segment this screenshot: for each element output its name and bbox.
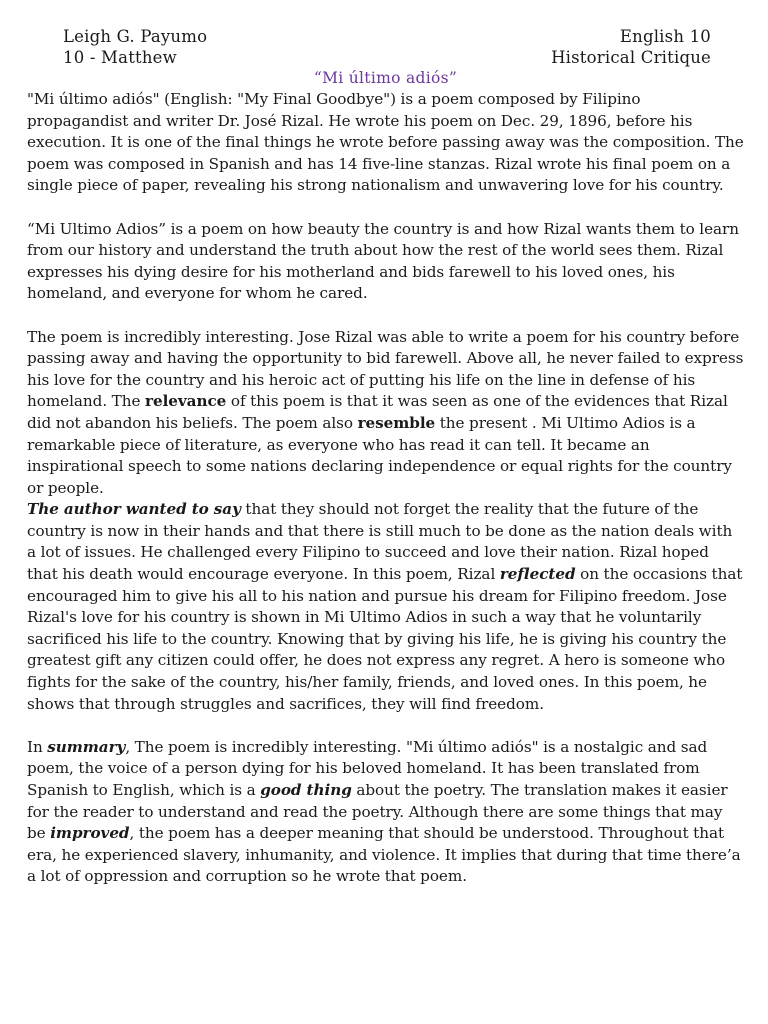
bold-relevance: relevance <box>145 392 227 411</box>
bold-italic-reflected: reflected <box>499 565 576 584</box>
text-run: on the occasions that encouraged him to give his all to his nation and pursue his dream for Filipino freedom. Jose Rizal's love for his country is shown in Mi Ultimo Adios in such a way that he voluntarily sacrificed his life to the country. Knowing that by giving his life, he is giving his country the greatest gift any citizen could offer, he does not express any regret. A hero is someone who fights for the sake of the country, his/her family, friends, and loved ones. In this poem, he shows that through struggles and sacrifices, they will find freedom. <box>27 565 743 713</box>
paragraph-spacer <box>27 715 744 737</box>
paragraph-spacer <box>27 305 744 327</box>
paragraph-relevance <box>27 327 744 500</box>
text-run: about the poetry. The translation makes it easier for the reader to understand and read the poetry. Although there are some things that may be <box>27 781 728 843</box>
bold-italic-summary: summary <box>47 737 126 756</box>
assignment-type: Historical Critique <box>551 48 711 67</box>
bold-resemble: resemble <box>357 413 436 432</box>
document-title: “Mi último adiós” <box>313 69 458 87</box>
text-run: , the poem has a deeper meaning that should be understood. Throughout that era, he experienced slavery, inhumanity, and violence. It implies that during that time there’a a lot of oppression and corruption so he wrote that poem. <box>27 824 741 886</box>
header-left <box>63 26 207 68</box>
text-run: that they should not forget the reality that the future of the country is now in their hands and that there is still much to be done as the nation deals with a lot of issues. He challenged every Filipino to succeed and love their nation. Rizal hoped that his death would encourage everyone. In this poem, Rizal <box>27 500 733 584</box>
bold-italic-good-thing: good thing <box>260 781 352 799</box>
document-header <box>27 26 744 68</box>
student-name: Leigh G. Payumo <box>63 27 208 46</box>
subject-name: English 10 <box>619 27 711 46</box>
text-run: of this poem is that it was seen as one of the evidences that Rizal did not abandon his beliefs. The poem also <box>27 392 728 432</box>
paragraph-author-intent <box>27 499 744 715</box>
paragraph-spacer <box>27 197 744 219</box>
text-run: the present . Mi Ultimo Adios is a remarkable piece of literature, as everyone who has read it can tell. It became an inspirational speech to some nations declaring independence or equal rights for the country or people. <box>27 413 732 497</box>
paragraph-summary-of-poem: “Mi Ultimo Adios” is a poem on how beauty the country is and how Rizal wants them to learn from our history and understand the truth about how the rest of the world sees them. Rizal expresses his dying desire for his motherland and bids farewell to his loved ones, his homeland, and everyone for whom he cared. <box>27 219 739 303</box>
bold-italic-improved: improved <box>50 824 130 843</box>
bold-italic-author-wanted: The author wanted to say <box>27 500 241 519</box>
paragraph-introduction: "Mi último adiós" (English: "My Final Goodbye") is a poem composed by Filipino propagandist and writer Dr. José Rizal. He wrote his poem on Dec. 29, 1896, before his execution. It is one of the final things he wrote before passing away was the composition. The poem was composed in Spanish and has 14 five-line stanzas. Rizal wrote his final poem on a single piece of paper, revealing his strong nationalism and unwavering love for his country. <box>27 90 744 195</box>
header-right <box>551 26 711 68</box>
text-run: , The poem is incredibly interesting. "Mi último adiós" is a nostalgic and sad poem, the voice of a person dying for his beloved homeland. It has been translated from Spanish to English, which is a <box>27 737 708 799</box>
text-run: In <box>27 737 48 756</box>
text-run: The poem is incredibly interesting. Jose Rizal was able to write a poem for his country before passing away and having the opportunity to bid farewell. Above all, he never failed to express his love for the country and his heroic act of putting his life on the line in defense of his homeland. The <box>27 327 744 411</box>
student-section: 10 - Matthew <box>63 48 177 67</box>
paragraph-conclusion <box>27 737 744 888</box>
